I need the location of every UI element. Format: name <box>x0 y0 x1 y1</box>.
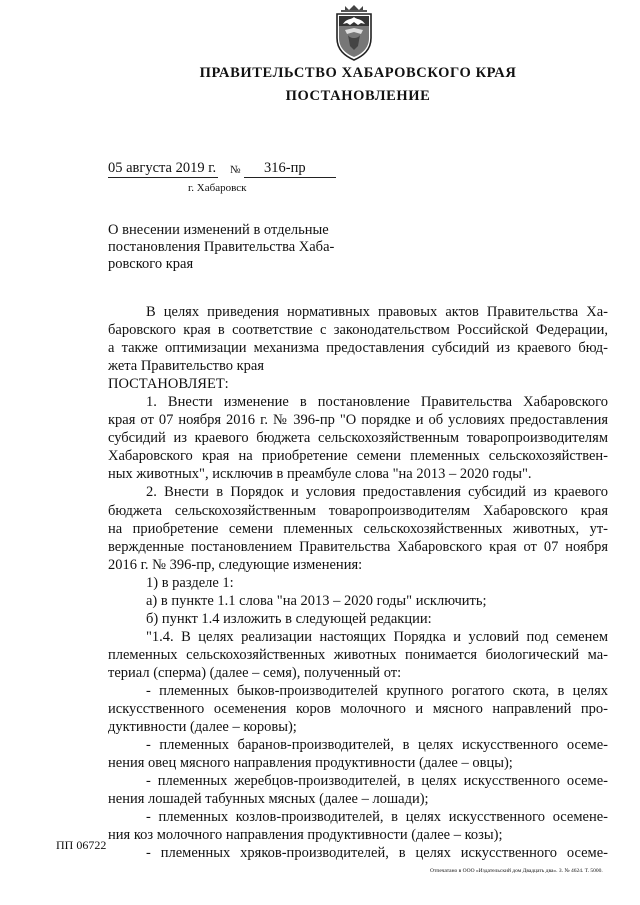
document-body <box>108 303 608 862</box>
body-line: нения овец мясного направления продуктивности (далее – овцы); <box>108 755 513 772</box>
body-line: - племенных жеребцов-производителей, в целях искусственного осеме- <box>146 773 608 790</box>
body-line: - племенных козлов-производителей, в целях искусственного осемене- <box>146 809 608 826</box>
body-line: териал (сперма) (далее – семя), полученный от: <box>108 664 402 681</box>
body-line: дуктивности (далее – коровы); <box>108 719 297 736</box>
body-line: - племенных быков-производителей крупного рогатого скота, в целях <box>146 682 608 699</box>
body-line: 1) в разделе 1: <box>146 574 234 591</box>
body-line: В целях приведения нормативных правовых актов Правительства Ха- <box>146 304 608 320</box>
body-line: бюджета сельскохозяйственным товаропроизводителям Хабаровского края <box>108 502 608 519</box>
document-type-title: ПОСТАНОВЛЕНИЕ <box>285 88 431 104</box>
body-line: - племенных хряков-производителей, в целях искусственного осеме- <box>146 845 608 862</box>
body-line: - племенных баранов-производителей, в целях искусственного осеме- <box>146 737 608 754</box>
subject-line: постановления Правительства Хаба- <box>108 239 335 255</box>
document-subject <box>108 222 348 273</box>
city-label: г. Хабаровск <box>188 182 247 194</box>
government-title: ПРАВИТЕЛЬСТВО ХАБАРОВСКОГО КРАЯ <box>199 65 517 81</box>
subject-line: ровского края <box>108 256 194 272</box>
body-line: ПОСТАНОВЛЯЕТ: <box>108 376 229 393</box>
body-line: б) пункт 1.4 изложить в следующей редакции: <box>146 610 432 627</box>
subject-line: О внесении изменений в отдельные <box>108 222 329 238</box>
body-line: 1. Внести изменение в постановление Правительства Хабаровского <box>146 394 608 411</box>
body-line: ных животных", исключив в преамбуле слова "на 2013 – 2020 годы". <box>108 466 532 483</box>
body-line: субсидий из краевого бюджета сельскохозяйственным товаропроизводителям <box>108 430 608 447</box>
document-code: ПП 06722 <box>56 838 107 852</box>
body-line: а также оптимизации механизма предоставления субсидий из краевого бюд- <box>108 340 608 357</box>
number-sign: № <box>230 164 241 176</box>
body-line: края от 07 ноября 2016 г. № 396-пр "О порядке и об условиях предоставления <box>108 412 608 429</box>
body-line: 2. Внести в Порядок и условия предоставления субсидий из краевого <box>146 484 608 501</box>
body-line: Хабаровского края на приобретение семени племенных сельскохозяйствен- <box>108 448 608 465</box>
body-line: жета Правительство края <box>108 358 265 375</box>
document-number: 316-пр <box>264 160 306 176</box>
body-line: ния коз молочного направления продуктивности (далее – козы); <box>108 827 503 844</box>
body-line: 2016 г. № 396-пр, следующие изменения: <box>108 556 363 573</box>
number-underline <box>244 177 336 178</box>
printer-imprint: Отпечатано в ООО «Издательский дом Двадцать два». З. № 4624. Т. 5000. <box>430 868 603 874</box>
coat-of-arms-icon <box>331 4 377 62</box>
body-line: баровского края в соответствие с законодательством Российской Федерации, <box>108 322 608 339</box>
body-line: нения лошадей табунных мясных (далее – лошади); <box>108 791 429 808</box>
document-date: 05 августа 2019 г. <box>108 160 217 176</box>
body-line: "1.4. В целях реализации настоящих Порядка и условий под семенем <box>146 628 608 645</box>
body-line: племенных сельскохозяйственных животных понимается биологический ма- <box>108 646 608 663</box>
body-line: вержденные постановлением Правительства Хабаровского края от 07 ноября <box>108 538 608 555</box>
date-number-row <box>108 160 338 180</box>
body-line: а) в пункте 1.1 слова "на 2013 – 2020 годы" исключить; <box>146 592 487 609</box>
date-underline <box>108 177 218 178</box>
body-line: на приобретение семени племенных сельскохозяйственных животных, ут- <box>108 520 608 537</box>
body-line: искусственного осеменения коров молочного и мясного направлений про- <box>108 701 608 718</box>
